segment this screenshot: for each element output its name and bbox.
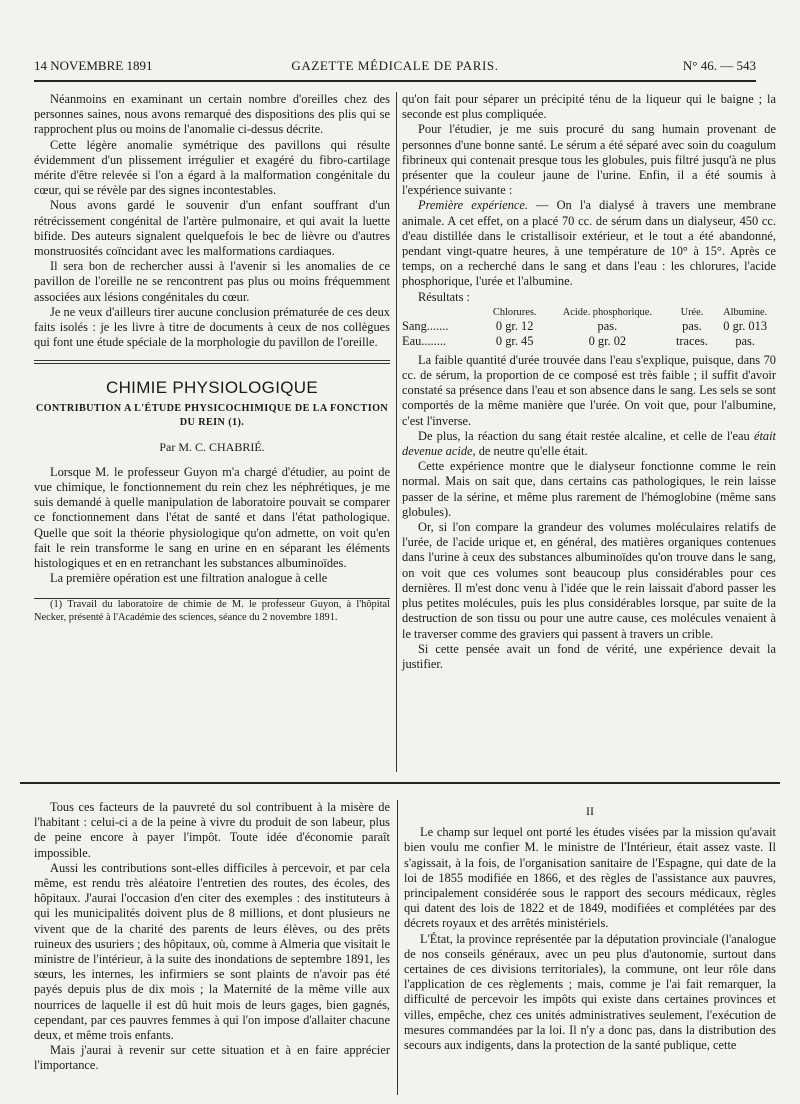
paragraph: Tous ces facteurs de la pauvreté du sol contribuent à la misère de l'habitant : celui-ci a de la peine à vivre du produit de son labeur, plus de peine encore à payer l'impôt. Toute idée d'économie paraît impossible. [34, 800, 390, 860]
header-issue-page: N° 46. — 543 [682, 58, 756, 73]
paragraph: Il sera bon de rechercher aussi à l'avenir si les anomalies de ce pavillon de l'oreille ne se rencontrent pas plus ou moins fréquemment associées aux lésions congénitales du cœur. [34, 259, 390, 304]
bottom-right-column [404, 800, 776, 1053]
paragraph: Or, si l'on compare la grandeur des volumes moléculaires relatifs de l'urée, de l'acide urique et, en général, des matières organiques contenues dans l'urine à ceux des substances albuminoïdes qu'on trouve dans le sang, on voit que ces volumes sont beaucoup plus considérables pour ces dernières. Il m'est donc venu à l'idée que le rein laissait d'abord passer les plus petites molécules, puis les plus considérables lorsque, par suite de la destruction de son tissu ou pour une autre cause, ces molécules venaient à le traverser comme des graviers qui passent à travers un crible. [402, 520, 776, 641]
column-divider [396, 92, 397, 772]
table-header: Acide. phosphorique. [562, 306, 652, 318]
paragraph: Lorsque M. le professeur Guyon m'a chargé d'étudier, au point de vue chimique, le fonctionnement du rein chez les néphrétiques, je me suis demandé à quelle manipulation de laboratoire pouvait se comparer ce fonctionnement dans l'état de santé et dans l'état pathologique. Quelle que soit la théorie physiologique qu'on admette, on voit qu'en fait le rein transforme le sang en urine en en séparant les éléments histologiques et en en retranchant les substances albuminoïdes. [34, 464, 390, 571]
paragraph: Néanmoins en examinant un certain nombre d'oreilles chez des personnes saines, nous avons remarqué des dispositions des plis qui se rapprochent plus ou moins de l'anomalie ci-dessus décrite. [34, 92, 390, 137]
top-right-column [402, 92, 776, 672]
emphasis-text: était devenue acide [402, 428, 776, 459]
table-cell: pas. [597, 318, 618, 333]
text-run: De plus, la réaction du sang était restée alcaline, et celle de l'eau [418, 428, 754, 443]
table-cell: Eau........ [402, 333, 447, 348]
page-header [34, 58, 756, 76]
column-divider [397, 800, 398, 1095]
table-cell: traces. [675, 333, 708, 348]
experiment-paragraph [402, 198, 776, 289]
paragraph [402, 429, 776, 459]
text-run: , de neutre qu'elle était. [472, 444, 588, 459]
table-cell: 0 gr. 02 [588, 333, 627, 348]
paragraph: Pour l'étudier, je me suis procuré du sang humain provenant de personnes d'une bonne santé. Le sérum a été séparé avec soin du coagulum fibrineux qui contenait presque tous les globules, puis filtré jusqu'à ne plus présenter que la couleur jaune de l'urine. Enfin, il a été soumis à l'expérience suivante : [402, 122, 776, 198]
footnote: (1) Travail du laboratoire de chimie de M. le professeur Guyon, à l'hôpital Necker, présenté à l'Académie des sciences, séance du 2 novembre 1891. [34, 599, 390, 624]
table-cell: pas. [682, 318, 702, 333]
table-cell: 0 gr. 12 [495, 318, 534, 333]
top-left-column [34, 92, 390, 625]
section-number: II [586, 804, 594, 818]
section-divider [34, 360, 390, 364]
paragraph: La première opération est une filtration analogue à celle [50, 571, 328, 586]
header-date: 14 NOVEMBRE 1891 [34, 58, 153, 73]
paragraph: Cette légère anomalie symétrique des pavillons qui résulte évidemment d'un plissement irrégulier et exagéré du fibro-cartilage mérite d'être relevée si l'on a égard à la malformation congénitale du cœur, qui se révèle par des signes incontestables. [34, 137, 390, 198]
table-cell: 0 gr. 45 [495, 333, 534, 348]
paragraph: Cette expérience montre que le dialyseur fonctionne comme le rein normal. Mais on sait que, dans certains cas pathologiques, le rein laisse passer de la sérine, et même plus rarement de l'hémoglobine (même sans globules). [402, 459, 776, 519]
paragraph: Le champ sur lequel ont porté les études visées par la mission qu'avait bien voulu me confier M. le ministre de l'Intérieur, était assez vaste. Il s'agissait, à la fois, de l'organisation sanitaire de l'Espagne, qui date de la loi de 1855 modifiée en 1866, et des règles de l'assistance aux pauvres, principalement considérée sous le rapport des secours médicaux, règles qui datent des lois de 1822 et de 1849, modifiées et complétées par des décrets royaux et des arrêtés ministériels. [404, 825, 776, 931]
table-header: Urée. [680, 306, 704, 318]
experiment-text: — On l'a dialysé à travers une membrane animale. A cet effet, on a placé 70 cc. de sérum dans un dialyseur, 450 cc. d'eau distillée dans le cristallisoir extérieur, et le tout a été abandonné, pendant vingt-quatre heures, à une température de 10° à 15°. Après ce temps, on a recherché dans le sang et dans l'eau : les chlorures, l'acide phosphorique, l'urée et l'albumine. [402, 198, 776, 289]
results-table [402, 307, 776, 349]
paragraph: qu'on fait pour séparer un précipité ténu de la liqueur qui le baigne ; la seconde est plus compliquée. [402, 92, 776, 122]
table-row [402, 319, 776, 334]
table-header: Albumine. [723, 306, 768, 318]
table-header [402, 307, 484, 319]
header-rule [34, 80, 756, 82]
table-header: Chlorures. [492, 306, 537, 318]
paragraph: Je ne veux d'ailleurs tirer aucune conclusion prématurée de ces deux faits isolés : je les livre à titre de documents à ceux de nos collègues qui font une étude spéciale de la morphologie du pavillon de l'oreille. [34, 304, 390, 350]
paragraph: Si cette pensée avait un fond de vérité, une expérience devait la justifier. [402, 641, 776, 671]
article-title: CONTRIBUTION A L'ÉTUDE PHYSICOCHIMIQUE DE LA FONCTION DU REIN (1). [35, 402, 389, 428]
article-author: Par M. C. CHABRIÉ. [159, 439, 265, 454]
table-cell: Sang....... [402, 318, 449, 333]
header-journal-title: GAZETTE MÉDICALE DE PARIS. [291, 58, 499, 73]
page-section-rule [20, 782, 780, 784]
paragraph: L'État, la province représentée par la députation provinciale (l'analogue de nos conseils généraux, avec un peu plus d'autonomie, surtout dans certaines de ces divisions territoriales), la commune, ont leur rôle dans l'application de ces règlements ; mais, comme je l'ai fait remarquer, la difficulté de percevoir les impôts qui existe dans certaines provinces et villes, empêche, chez ces unités administratives seulement, l'exécution de mesures commandées par la loi. Il n'y a donc pas, dans la distribution des secours aux indigents, dans la protection de la santé publique, cette [404, 931, 776, 1053]
section-title: CHIMIE PHYSIOLOGIQUE [106, 378, 318, 398]
table-cell: 0 gr. 013 [723, 318, 768, 333]
paragraph: Aussi les contributions sont-elles difficiles à percevoir, et par cela même, est rendu très aléatoire l'entretien des routes, des écoles, des hôpitaux. J'aurai l'occasion d'en citer des exemples : des instituteurs à qui les municipalités doivent plus de 8 millions, et dont plusieurs ne vivent que de la charité des parents de leurs élèves, ou des prêts ruineux des usuriers ; des hôpitaux, où, comme à Almeria que visitait le ministre de l'intérieur, à la suite des inondations de septembre 1891, les sœurs, les internes, les infirmiers se sont plaints de n'avoir pas été payés depuis plus de dix mois ; la Maternité de la même ville aux nourrices de laquelle il est dû huit mois de leurs gages, bien gagnés, cependant, par ces pauvres femmes à qui l'on impose d'allaiter chacune deux, et même trois enfants. [34, 860, 390, 1043]
experiment-label: Première expérience. [418, 198, 529, 213]
paragraph: Mais j'aurai à revenir sur cette situation et à en faire apprécier l'importance. [34, 1043, 390, 1073]
table-cell: pas. [735, 333, 755, 348]
table-row [402, 334, 776, 349]
results-label: Résultats : [418, 289, 470, 304]
bottom-left-column [34, 800, 390, 1074]
paragraph: Nous avons gardé le souvenir d'un enfant souffrant d'un rétrécissement congénital de l'artère pulmonaire, et qui avait la luette bifide. Des auteurs signalent quelquefois le bec de lièvre ou d'autres monstruosités coïncidant avec les malformations cardiaques. [34, 198, 390, 259]
paragraph: La faible quantité d'urée trouvée dans l'eau s'explique, puisque, dans 70 cc. de sérum, la proportion de ce composé est très faible ; il suffit d'avoir constaté sa présence dans l'eau et son absence dans le sang. Les sels se sont comportés de la même manière que l'urée. On voit que, pour l'albumine, c'est l'inverse. [402, 352, 776, 428]
table-header-row [402, 307, 776, 319]
